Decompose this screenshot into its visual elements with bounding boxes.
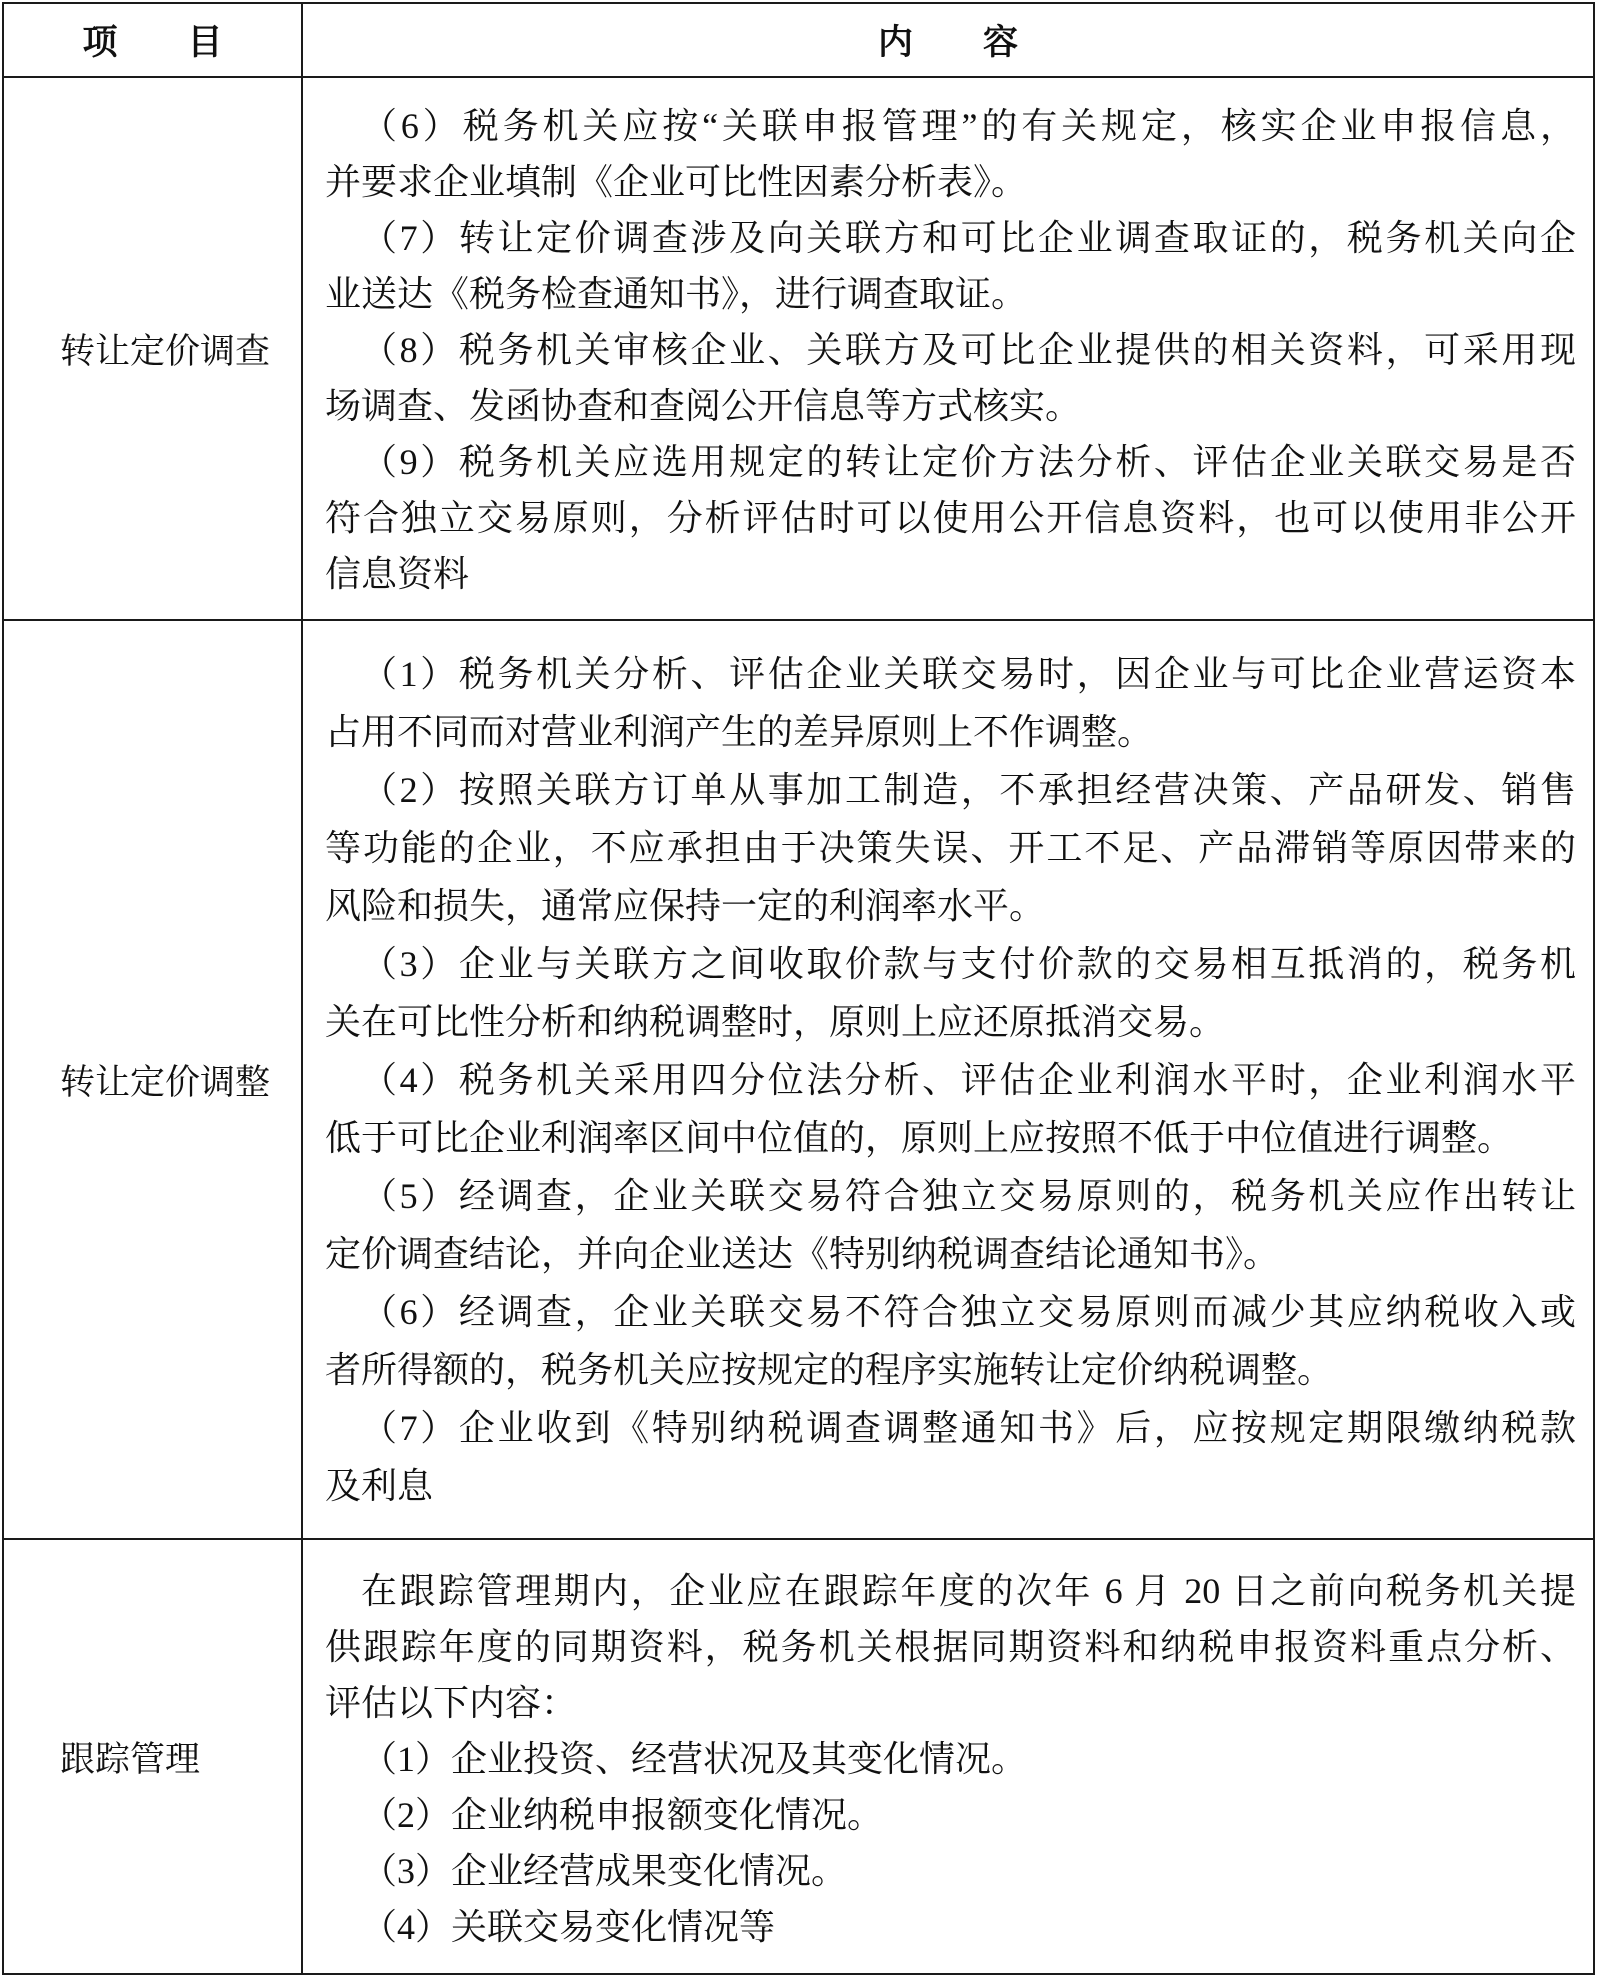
content-line: （3）企业经营成果变化情况。 <box>361 1851 848 1891</box>
content-line: （7）企业收到《特别纳税调查调整通知书》后，应按规定期限缴纳税款 <box>361 1408 1576 1448</box>
content-line: 在跟踪管理期内，企业应在跟踪年度的次年 6 月 20 日之前向税务机关提 <box>361 1571 1576 1611</box>
header-item-cell <box>4 4 303 78</box>
content-line: 供跟踪年度的同期资料，税务机关根据同期资料和纳税申报资料重点分析、 <box>325 1627 1576 1667</box>
row-label: 转让定价调整 <box>60 1062 271 1102</box>
content-line: 占用不同而对营业利润产生的差异原则上不作调整。 <box>325 712 1154 752</box>
row-label: 跟踪管理 <box>60 1739 201 1779</box>
row-content-cell-adjustment <box>303 621 1593 1540</box>
content-line: 定价调查结论，并向企业送达《特别纳税调查结论通知书》。 <box>325 1234 1280 1274</box>
content-line: （1）企业投资、经营状况及其变化情况。 <box>361 1739 1028 1779</box>
content-line: 等功能的企业，不应承担由于决策失误、开工不足、产品滞销等原因带来的 <box>325 828 1576 868</box>
content-paragraph <box>325 1167 1576 1283</box>
content-line: （6）税务机关应按“关联申报管理”的有关规定，核实企业申报信息， <box>361 106 1576 146</box>
content-paragraph <box>325 1399 1576 1515</box>
header-content-cell <box>303 4 1593 78</box>
content-line: （7）转让定价调查涉及向关联方和可比企业调查取证的，税务机关向企 <box>361 218 1576 258</box>
transfer-pricing-table <box>2 2 1595 1975</box>
content-line: （2）按照关联方订单从事加工制造，不承担经营决策、产品研发、销售 <box>361 770 1576 810</box>
content-paragraph <box>325 1843 1576 1899</box>
row-label-cell-tracking <box>4 1540 303 1973</box>
content-paragraph <box>325 935 1576 1051</box>
content-line: 评估以下内容： <box>325 1683 578 1723</box>
content-paragraph <box>325 1787 1576 1843</box>
row-label: 转让定价调查 <box>60 331 271 371</box>
content-line: 风险和损失，通常应保持一定的利润率水平。 <box>325 886 1046 926</box>
content-line: （5）经调查，企业关联交易符合独立交易原则的，税务机关应作出转让 <box>361 1176 1576 1216</box>
content-line: （8）税务机关审核企业、关联方及可比企业提供的相关资料，可采用现 <box>361 330 1576 370</box>
row-label-cell-adjustment <box>4 621 303 1540</box>
content-paragraph <box>325 1563 1576 1731</box>
content-line: （1）税务机关分析、评估企业关联交易时，因企业与可比企业营运资本 <box>361 654 1576 694</box>
content-paragraph <box>325 434 1576 602</box>
content-line: （6）经调查，企业关联交易不符合独立交易原则而减少其应纳税收入或 <box>361 1292 1576 1332</box>
content-paragraph <box>325 1283 1576 1399</box>
content-line: 场调查、发函协查和查阅公开信息等方式核实。 <box>325 386 1082 426</box>
content-line: （3）企业与关联方之间收取价款与支付价款的交易相互抵消的，税务机 <box>361 944 1576 984</box>
content-line: 业送达《税务检查通知书》，进行调查取证。 <box>325 274 1028 314</box>
content-line: （4）关联交易变化情况等 <box>361 1907 776 1947</box>
content-line: 低于可比企业利润率区间中位值的，原则上应按照不低于中位值进行调整。 <box>325 1118 1514 1158</box>
content-line: 信息资料 <box>325 554 470 594</box>
content-paragraph <box>325 1051 1576 1167</box>
content-line: （9）税务机关应选用规定的转让定价方法分析、评估企业关联交易是否 <box>361 442 1576 482</box>
content-paragraph <box>325 322 1576 434</box>
row-content-cell-tracking <box>303 1540 1593 1973</box>
content-line: 并要求企业填制《企业可比性因素分析表》。 <box>325 162 1028 202</box>
content-line: 关在可比性分析和纳税调整时，原则上应还原抵消交易。 <box>325 1002 1226 1042</box>
row-label-cell-investigation <box>4 78 303 621</box>
content-line: （2）企业纳税申报额变化情况。 <box>361 1795 884 1835</box>
content-paragraph <box>325 645 1576 761</box>
header-content-label: 内 容 <box>877 23 1018 62</box>
content-paragraph <box>325 1899 1576 1955</box>
content-paragraph <box>325 98 1576 210</box>
content-line: 符合独立交易原则，分析评估时可以使用公开信息资料，也可以使用非公开 <box>325 498 1576 538</box>
content-line: （4）税务机关采用四分位法分析、评估企业利润水平时，企业利润水平 <box>361 1060 1576 1100</box>
content-line: 及利息 <box>325 1466 434 1506</box>
header-item-label: 项 目 <box>82 23 223 62</box>
content-paragraph <box>325 210 1576 322</box>
content-paragraph <box>325 761 1576 935</box>
row-content-cell-investigation <box>303 78 1593 621</box>
content-paragraph <box>325 1731 1576 1787</box>
content-line: 者所得额的，税务机关应按规定的程序实施转让定价纳税调整。 <box>325 1350 1334 1390</box>
